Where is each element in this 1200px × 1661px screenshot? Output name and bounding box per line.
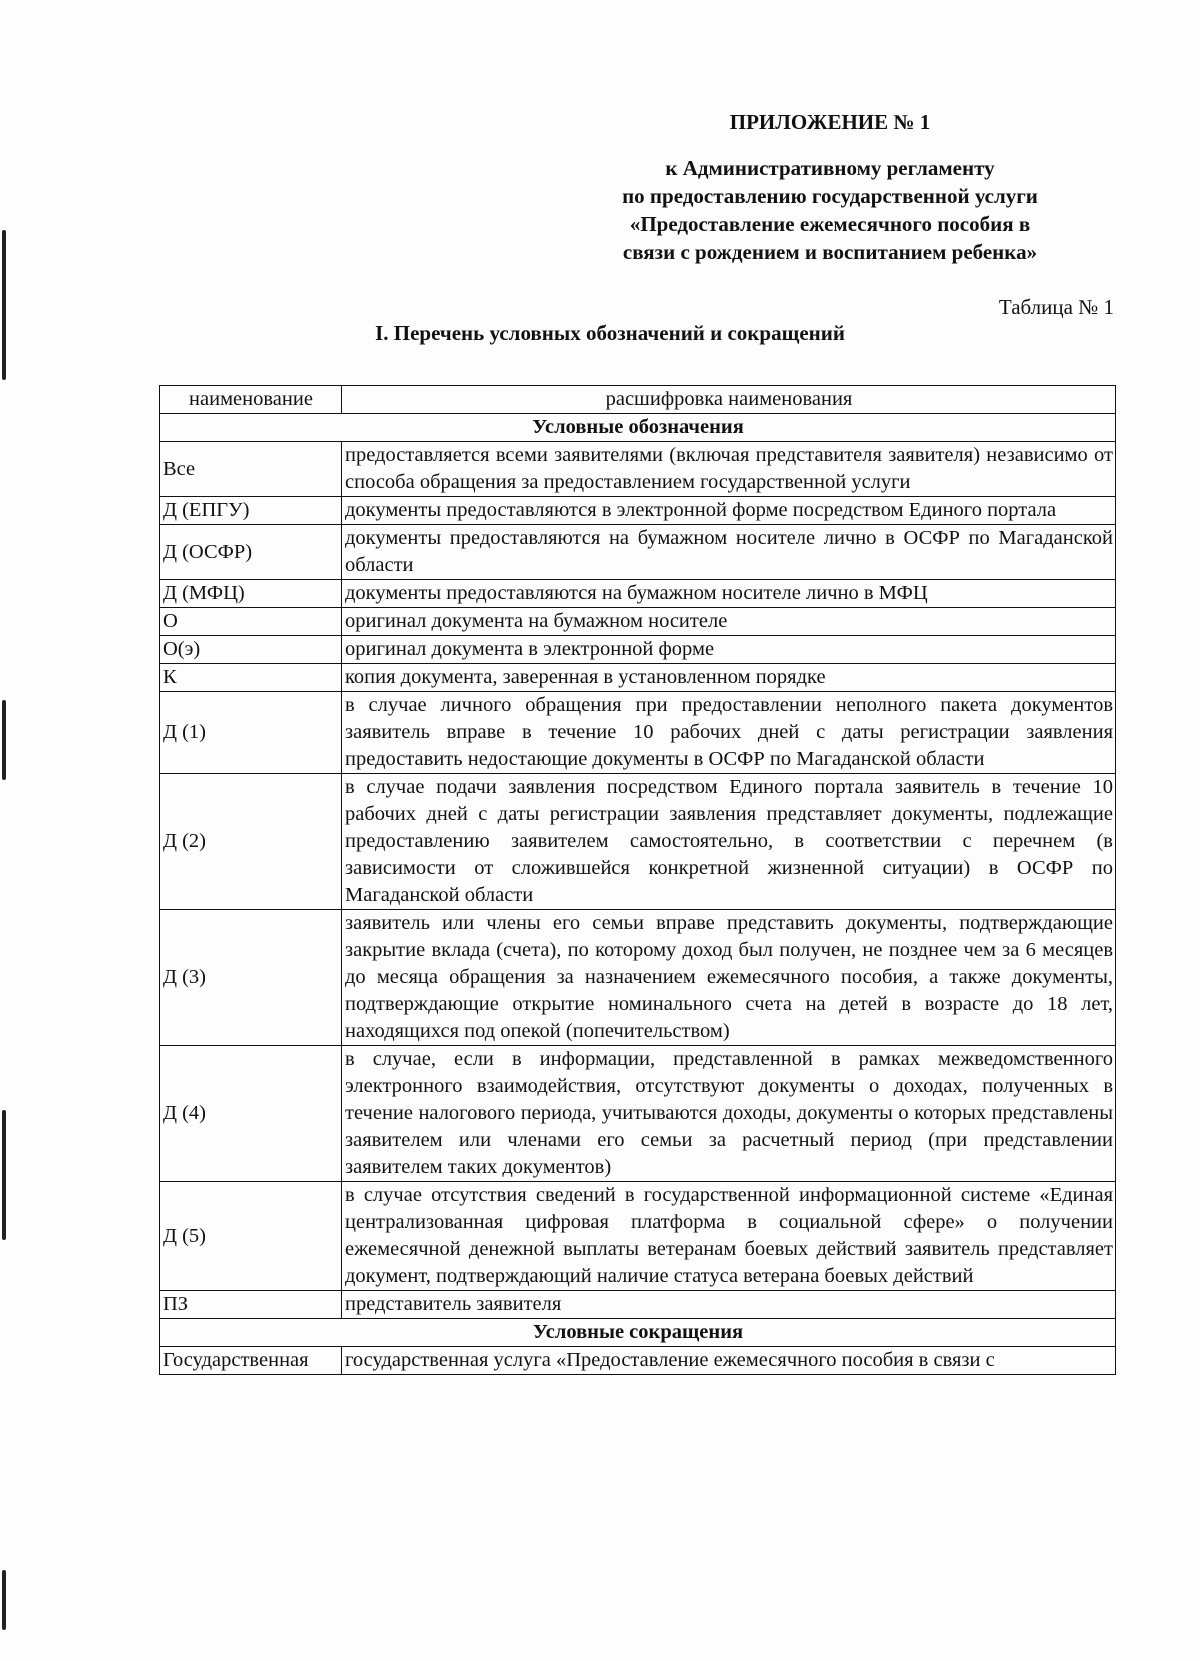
- table-row: [160, 1291, 1116, 1319]
- column-header-name: наименование: [160, 386, 342, 414]
- row-name: Д (5): [160, 1182, 342, 1291]
- row-name: ПЗ: [160, 1291, 342, 1319]
- row-description: в случае отсутствия сведений в государственной информационной системе «Единая централизованная цифровая платформа в социальной сфере» о получении ежемесячной денежной выплаты ветеранам боевых действий заявитель представляет документ, подтверждающий наличие статуса ветерана боевых действий: [342, 1182, 1116, 1291]
- table-row: [160, 525, 1116, 580]
- row-description: в случае личного обращения при предоставлении неполного пакета документов заявитель вправе в течение 10 рабочих дней с даты регистрации заявления предоставить недостающие документы в ОСФР по Магаданской области: [342, 692, 1116, 774]
- group-row-abbreviations: [160, 1319, 1116, 1347]
- scan-edge-mark: [2, 230, 6, 380]
- table-header-row: [160, 386, 1116, 414]
- table-number: Таблица № 1: [998, 295, 1114, 319]
- group-title: Условные обозначения: [160, 414, 1116, 442]
- group-title: Условные сокращения: [160, 1319, 1116, 1347]
- scan-edge-mark: [2, 700, 6, 780]
- table-row: [160, 910, 1116, 1046]
- row-name: О: [160, 608, 342, 636]
- row-description: документы предоставляются на бумажном носителе лично в ОСФР по Магаданской области: [342, 525, 1116, 580]
- row-description: документы предоставляются на бумажном носителе лично в МФЦ: [342, 580, 1116, 608]
- scan-edge-mark: [2, 1570, 6, 1630]
- table-row: [160, 1046, 1116, 1182]
- table-row: [160, 664, 1116, 692]
- row-name: Д (3): [160, 910, 342, 1046]
- table-row: [160, 636, 1116, 664]
- row-description: оригинал документа на бумажном носителе: [342, 608, 1116, 636]
- row-description: копия документа, заверенная в установленном порядке: [342, 664, 1116, 692]
- group-row-designations: [160, 414, 1116, 442]
- row-name: К: [160, 664, 342, 692]
- row-description: оригинал документа в электронной форме: [342, 636, 1116, 664]
- appendix-title: ПРИЛОЖЕНИЕ № 1: [729, 110, 931, 134]
- appendix-subtitle-line: к Административному регламенту: [665, 156, 995, 180]
- row-name: Д (ЕПГУ): [160, 497, 342, 525]
- table-row: [160, 580, 1116, 608]
- table-row: [160, 497, 1116, 525]
- row-description: в случае подачи заявления посредством Единого портала заявитель в течение 10 рабочих дней с даты регистрации заявления представляет документы, подлежащие предоставлению заявителем самостоятельно, в соответствии с перечнем (в зависимости от сложившейся конкретной жизненной ситуации) в ОСФР по Магаданской области: [342, 774, 1116, 910]
- column-header-description: расшифровка наименования: [342, 386, 1116, 414]
- table-row: [160, 1347, 1116, 1375]
- designations-table: [159, 385, 1116, 1375]
- row-description: в случае, если в информации, представленной в рамках межведомственного электронного взаимодействия, отсутствуют документы о доходах, полученных в течение налогового периода, учитываются доходы, документы о которых представлены заявителем или членами его семьи за расчетный период (при представлении заявителем таких документов): [342, 1046, 1116, 1182]
- row-description: заявитель или члены его семьи вправе представить документы, подтверждающие закрытие вклада (счета), по которому доход был получен, не позднее чем за 6 месяцев до месяца обращения за назначением ежемесячного пособия, а также документы, подтверждающие открытие номинального счета на детей в возрасте до 18 лет, находящихся под опекой (попечительством): [342, 910, 1116, 1046]
- appendix-subtitle-line: «Предоставление ежемесячного пособия в: [629, 212, 1031, 236]
- row-description: государственная услуга «Предоставление ежемесячного пособия в связи с: [342, 1347, 1116, 1375]
- row-name: Д (ОСФР): [160, 525, 342, 580]
- row-name: Д (1): [160, 692, 342, 774]
- table-row: [160, 774, 1116, 910]
- table-row: [160, 1182, 1116, 1291]
- row-description: документы предоставляются в электронной форме посредством Единого портала: [342, 497, 1116, 525]
- appendix-subtitle-line: по предоставлению государственной услуги: [622, 184, 1038, 208]
- row-description: представитель заявителя: [342, 1291, 1116, 1319]
- row-name: Д (МФЦ): [160, 580, 342, 608]
- row-name: Д (2): [160, 774, 342, 910]
- appendix-subtitle-line: связи с рождением и воспитанием ребенка»: [622, 240, 1038, 264]
- scan-edge-mark: [2, 1110, 6, 1240]
- row-name: Д (4): [160, 1046, 342, 1182]
- table-row: [160, 442, 1116, 497]
- row-name: Государственная: [160, 1347, 342, 1375]
- appendix-header: [560, 108, 1100, 266]
- row-description: предоставляется всеми заявителями (включая представителя заявителя) независимо от способа обращения за предоставлением государственной услуги: [342, 442, 1116, 497]
- section-title: I. Перечень условных обозначений и сокращений: [375, 321, 845, 345]
- row-name: О(э): [160, 636, 342, 664]
- row-name: Все: [160, 442, 342, 497]
- table-row: [160, 692, 1116, 774]
- table-row: [160, 608, 1116, 636]
